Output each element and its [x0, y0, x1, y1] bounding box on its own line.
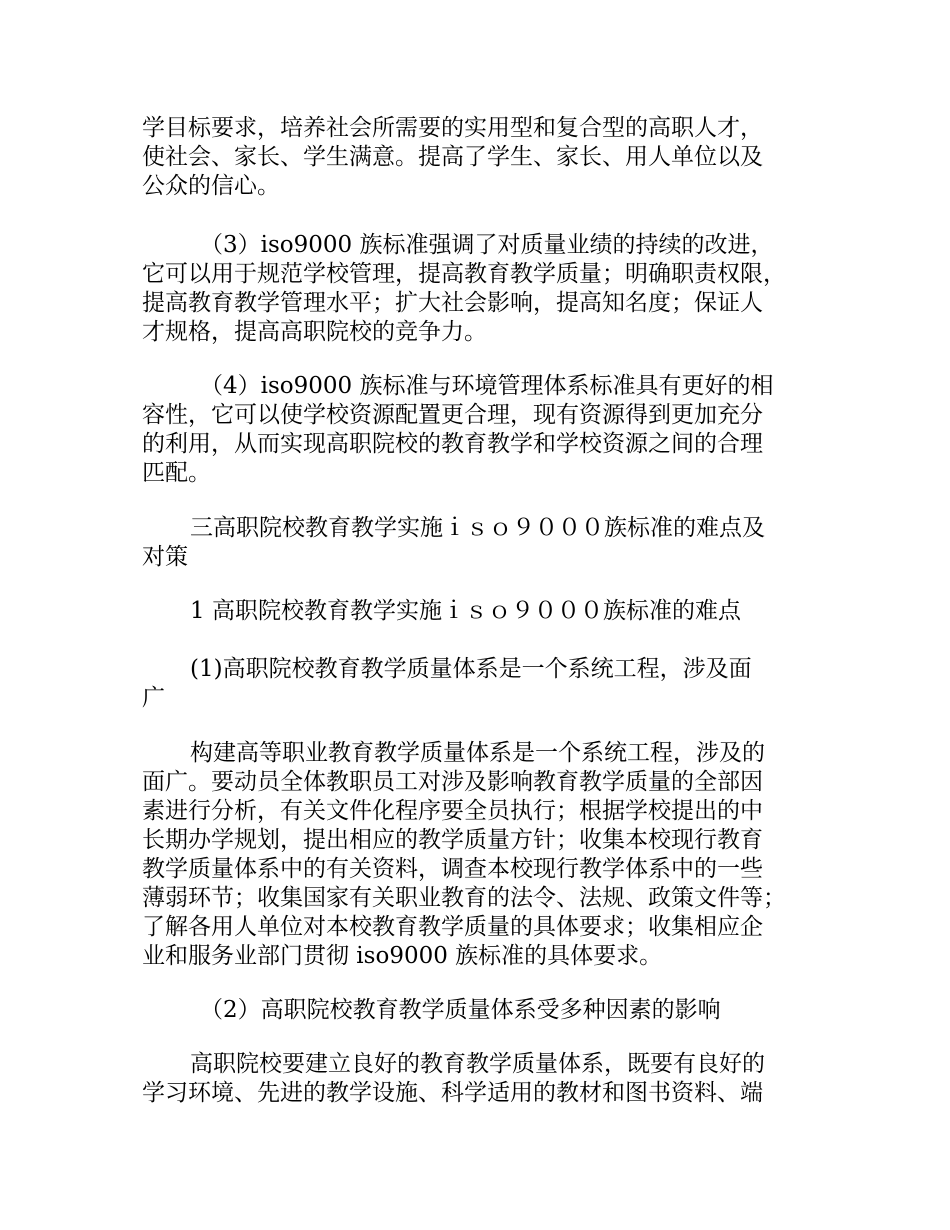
paragraph-heading: （4）iso9000 族标准与环境管理体系标准具有更好的相 — [200, 373, 774, 399]
text-line: 容性，它可以使学校资源配置更合理，现有资源得到更加充分 — [142, 402, 763, 428]
text-line: 高职院校要建立良好的教育教学质量体系，既要有良好的 — [190, 1051, 765, 1077]
text-line: 构建高等职业教育教学质量体系是一个系统工程，涉及的 — [190, 740, 765, 766]
subsection-heading: (1)高职院校教育教学质量体系是一个系统工程，涉及面 — [190, 656, 752, 682]
text-line: 匹配。 — [142, 460, 211, 486]
text-line: 公众的信心。 — [142, 173, 280, 199]
text-line: 它可以用于规范学校管理，提高教育教学质量；明确职责权限， — [142, 261, 786, 287]
section-heading: 三高职院校教育教学实施ｉｓｏ９０００族标准的难点及 — [190, 515, 765, 541]
text-line: 的利用，从而实现高职院校的教育教学和学校资源之间的合理 — [142, 431, 763, 457]
subsection-heading: （2）高职院校教育教学质量体系受多种因素的影响 — [200, 997, 721, 1023]
section-heading: 对策 — [142, 544, 188, 570]
text-line: 学目标要求，培养社会所需要的实用型和复合型的高职人才， — [142, 115, 763, 141]
text-line: 使社会、家长、学生满意。提高了学生、家长、用人单位以及 — [142, 144, 763, 170]
text-line: 学习环境、先进的教学设施、科学适用的教材和图书资料、端 — [142, 1080, 763, 1106]
subsection-heading: 广 — [142, 685, 165, 711]
text-line: 了解各用人单位对本校教育教学质量的具体要求；收集相应企 — [142, 914, 763, 940]
text-line: 才规格，提高高职院校的竞争力。 — [142, 319, 487, 345]
text-line: 面广。要动员全体教职员工对涉及影响教育教学质量的全部因 — [142, 769, 763, 795]
text-line: 长期办学规划，提出相应的教学质量方针；收集本校现行教育 — [142, 827, 763, 853]
paragraph-heading: （3）iso9000 族标准强调了对质量业绩的持续的改进， — [200, 232, 774, 258]
subsection-heading: 1 高职院校教育教学实施ｉｓｏ９０００族标准的难点 — [190, 598, 741, 624]
text-line: 教学质量体系中的有关资料，调查本校现行教学体系中的一些 — [142, 856, 763, 882]
text-line: 业和服务业部门贯彻 iso9000 族标准的具体要求。 — [142, 943, 663, 969]
text-line: 薄弱环节；收集国家有关职业教育的法令、法规、政策文件等； — [142, 885, 786, 911]
text-line: 提高教育教学管理水平；扩大社会影响，提高知名度；保证人 — [142, 290, 763, 316]
text-line: 素进行分析，有关文件化程序要全员执行；根据学校提出的中 — [142, 798, 763, 824]
